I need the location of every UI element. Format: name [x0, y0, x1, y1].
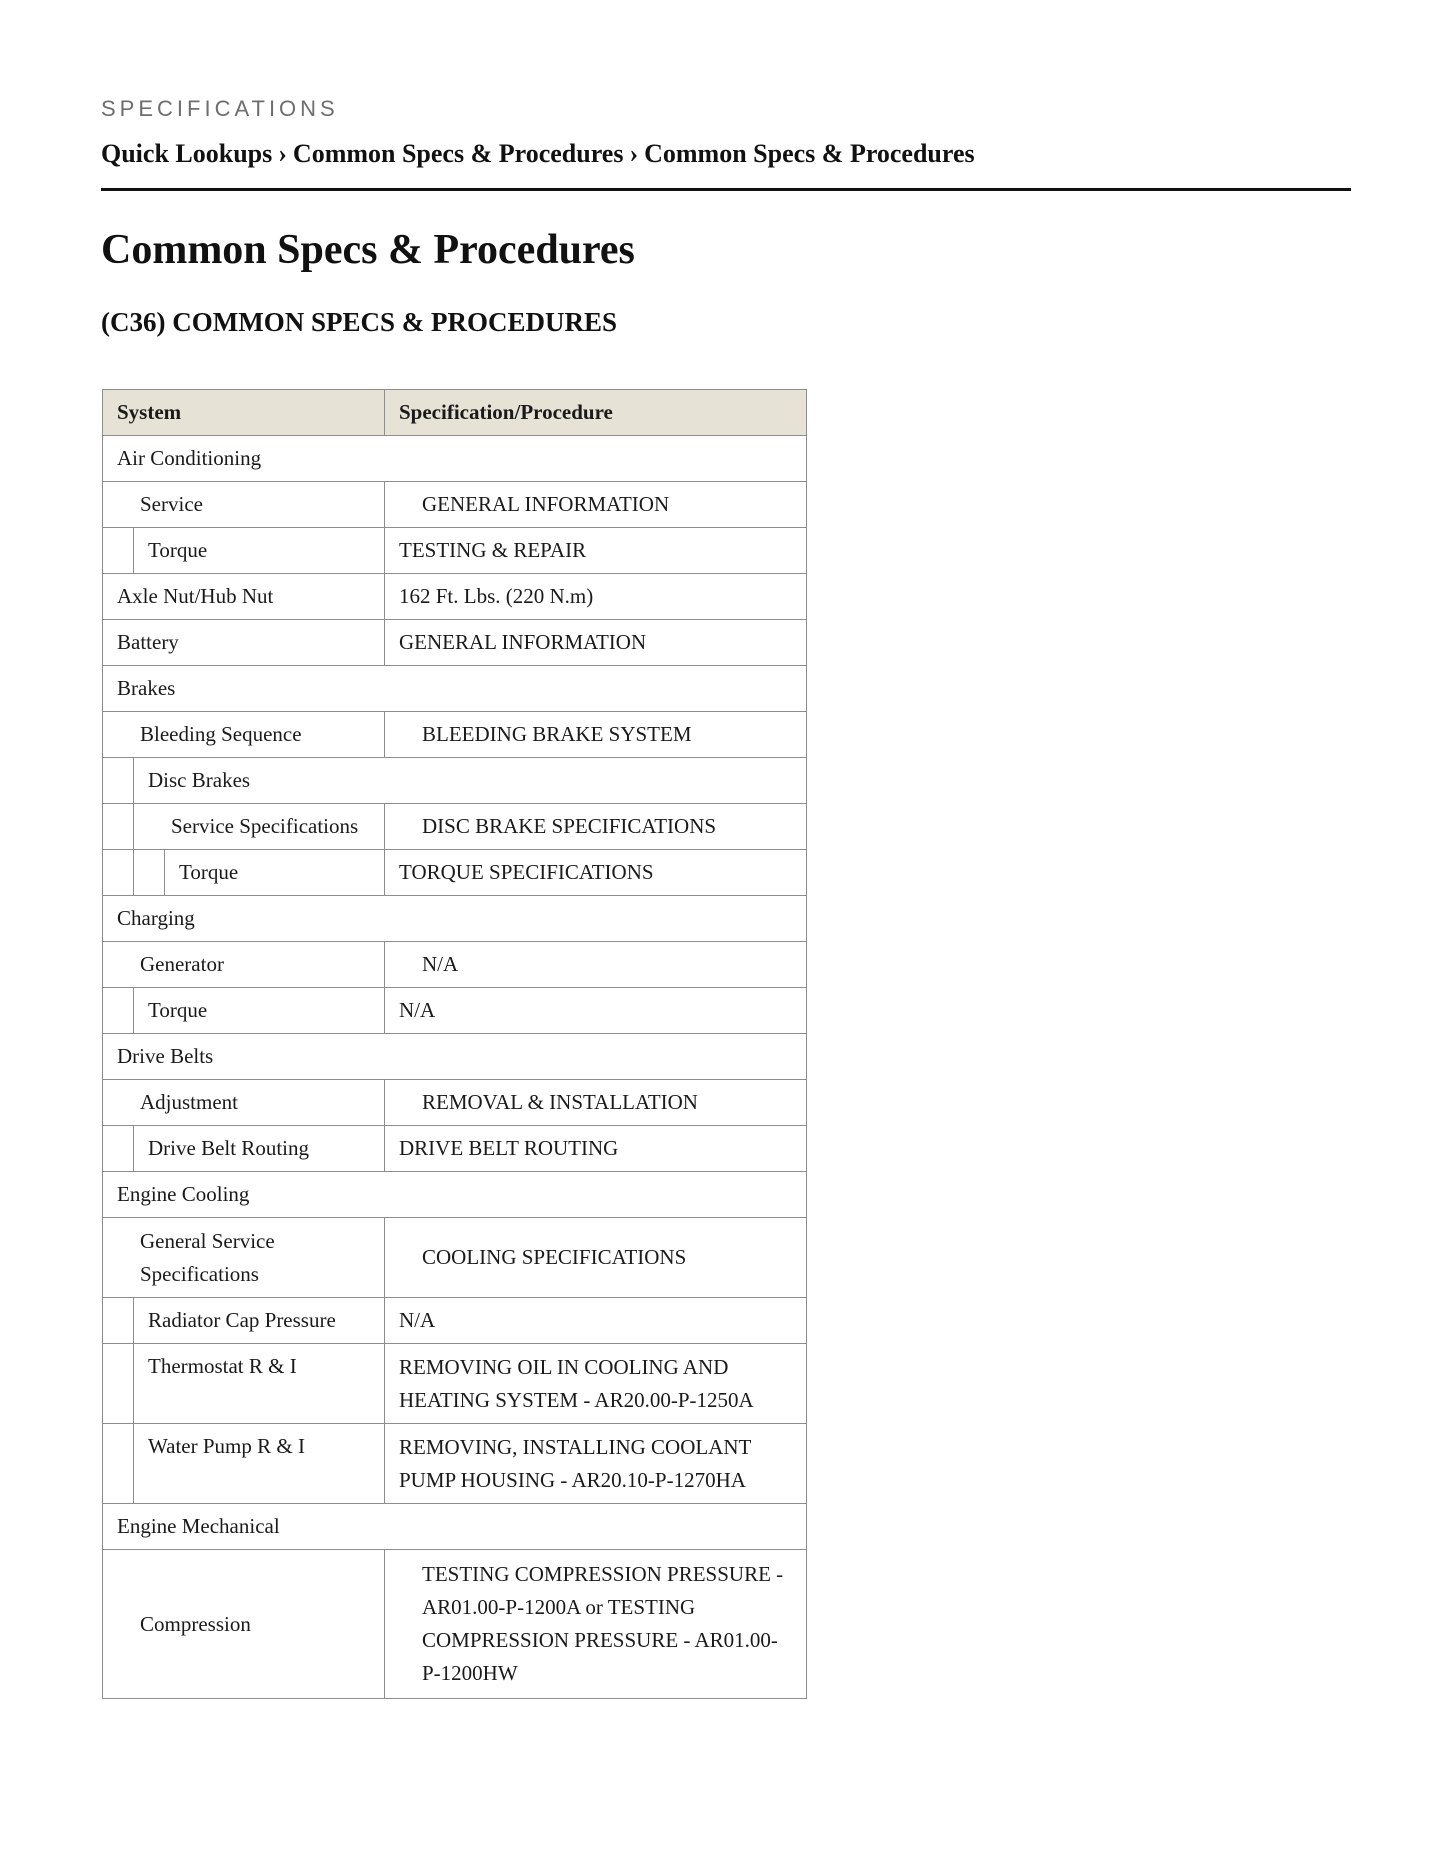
indent-gutter: [103, 1344, 134, 1423]
indent-gutter: [103, 1424, 134, 1503]
indent-gutter: [103, 1298, 134, 1343]
system-cell: [103, 1424, 385, 1504]
system-label: Service Specifications: [171, 814, 359, 838]
procedure-link[interactable]: REMOVING, INSTALLING COOLANT PUMP HOUSING - AR20.10-P-1270HA: [385, 1424, 807, 1504]
table-row: [103, 620, 807, 666]
category-cell: Engine Mechanical: [103, 1504, 807, 1550]
procedure-link[interactable]: REMOVING OIL IN COOLING AND HEATING SYSTEM - AR20.00-P-1250A: [385, 1344, 807, 1424]
section-label: SPECIFICATIONS: [101, 96, 339, 121]
breadcrumb: [101, 139, 975, 169]
table-row: [103, 1550, 807, 1699]
table-row: [103, 1034, 807, 1080]
procedure-link[interactable]: GENERAL INFORMATION: [385, 620, 807, 666]
table-row: [103, 942, 807, 988]
table-row: [103, 850, 807, 896]
system-cell: [103, 804, 385, 850]
procedure-link[interactable]: TESTING & REPAIR: [385, 528, 807, 574]
system-cell: Battery: [103, 620, 385, 666]
category-cell: Air Conditioning: [103, 436, 807, 482]
table-row: [103, 1504, 807, 1550]
system-label: Torque: [148, 998, 208, 1022]
column-header-procedure: Specification/Procedure: [385, 390, 807, 436]
column-header-system: System: [103, 390, 385, 436]
system-cell: Compression: [103, 1550, 385, 1699]
procedure-link[interactable]: GENERAL INFORMATION: [385, 482, 807, 528]
breadcrumb-item[interactable]: Common Specs & Procedures: [292, 139, 624, 168]
system-cell: [103, 988, 385, 1034]
breadcrumb-item[interactable]: Quick Lookups: [101, 139, 273, 168]
procedure-link[interactable]: BLEEDING BRAKE SYSTEM: [385, 712, 807, 758]
table-row: [103, 1298, 807, 1344]
breadcrumb-separator: ›: [629, 139, 639, 168]
table-row: [103, 1218, 807, 1298]
page-title: Common Specs & Procedures: [101, 227, 635, 273]
system-cell: General Service Specifications: [103, 1218, 385, 1298]
procedure-link[interactable]: TORQUE SPECIFICATIONS: [385, 850, 807, 896]
system-cell: [103, 1298, 385, 1344]
table-row: [103, 666, 807, 712]
indent-gutter: [103, 528, 134, 573]
category-cell: Drive Belts: [103, 1034, 807, 1080]
table-row: [103, 1126, 807, 1172]
category-cell: Brakes: [103, 666, 807, 712]
subcategory-cell: [103, 758, 807, 804]
system-label: Torque: [148, 538, 208, 562]
system-cell: Axle Nut/Hub Nut: [103, 574, 385, 620]
procedure-link[interactable]: TESTING COMPRESSION PRESSURE - AR01.00-P-1200A or TESTING COMPRESSION PRESSURE - AR01.00-P-1200HW: [385, 1550, 807, 1699]
indent-gutter: [103, 804, 134, 849]
system-cell: [103, 850, 385, 896]
table-row: [103, 1080, 807, 1126]
table-header-row: [103, 390, 807, 436]
table-row: [103, 528, 807, 574]
procedure-cell: 162 Ft. Lbs. (220 N.m): [385, 574, 807, 620]
system-cell: Bleeding Sequence: [103, 712, 385, 758]
table-row: [103, 712, 807, 758]
table-row: [103, 1344, 807, 1424]
table-row: [103, 1424, 807, 1504]
system-cell: [103, 1344, 385, 1424]
system-label: Torque: [179, 860, 239, 884]
header-divider: [101, 188, 1351, 191]
table-row: [103, 574, 807, 620]
indent-gutter: [103, 1126, 134, 1171]
subcategory-label: Disc Brakes: [148, 768, 251, 792]
table-row: [103, 758, 807, 804]
procedure-cell: N/A: [385, 1298, 807, 1344]
system-label: Radiator Cap Pressure: [148, 1308, 336, 1332]
breadcrumb-item: Common Specs & Procedures: [644, 139, 975, 168]
system-label: Water Pump R & I: [148, 1434, 305, 1458]
system-cell: [103, 528, 385, 574]
procedure-cell: N/A: [385, 942, 807, 988]
indent-gutter: [103, 850, 134, 895]
category-cell: Engine Cooling: [103, 1172, 807, 1218]
indent-gutter: [103, 988, 134, 1033]
table-row: [103, 436, 807, 482]
system-label: Drive Belt Routing: [148, 1136, 309, 1160]
table-row: [103, 896, 807, 942]
indent-gutter: [103, 758, 134, 803]
procedure-link[interactable]: REMOVAL & INSTALLATION: [385, 1080, 807, 1126]
indent-gutter: [134, 850, 165, 895]
system-cell: [103, 1126, 385, 1172]
procedure-link[interactable]: COOLING SPECIFICATIONS: [385, 1218, 807, 1298]
system-cell: Generator: [103, 942, 385, 988]
system-cell: Adjustment: [103, 1080, 385, 1126]
specs-table: [102, 389, 807, 1699]
subtitle: (C36) COMMON SPECS & PROCEDURES: [101, 307, 617, 337]
system-cell: Service: [103, 482, 385, 528]
breadcrumb-separator: ›: [278, 139, 287, 168]
procedure-cell: N/A: [385, 988, 807, 1034]
procedure-link[interactable]: DISC BRAKE SPECIFICATIONS: [385, 804, 807, 850]
table-row: [103, 482, 807, 528]
table-row: [103, 804, 807, 850]
table-row: [103, 988, 807, 1034]
table-row: [103, 1172, 807, 1218]
category-cell: Charging: [103, 896, 807, 942]
system-label: Thermostat R & I: [148, 1354, 297, 1378]
procedure-link[interactable]: DRIVE BELT ROUTING: [385, 1126, 807, 1172]
